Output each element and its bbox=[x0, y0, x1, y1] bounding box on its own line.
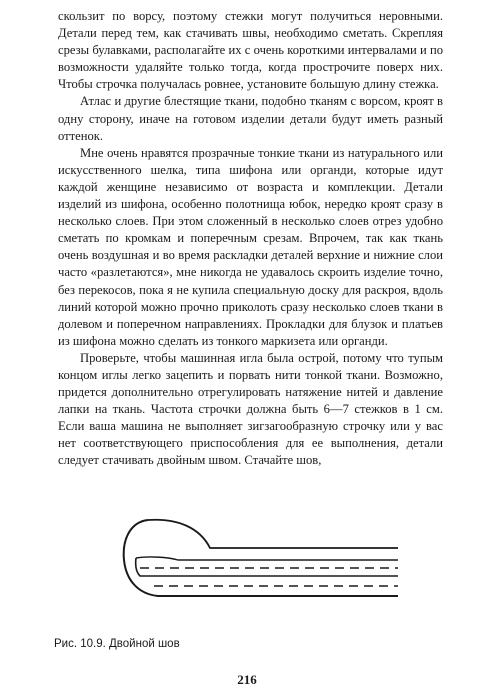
fabric-fold-inner bbox=[136, 558, 398, 576]
paragraph: Мне очень нравятся прозрачные тонкие ткани из натурального или искусственного шелка, типа шифона или органди, которые идут каждой женщине независимо от возраста и комплекции. Детали изделий из шифона, особенно полотнища юбок, нередко кроят сразу в несколько слоев. При этом сложенный в несколько слоев отрез удобно сметать по кромкам и поперечным срезам. Впрочем, так как ткань очень воздушная и во время раскладки деталей верхние и нижние слои часто «разлетаются», мне никогда не удавалось скроить изделие точно, без перекосов, пока я не купила специальную доску для раскроя, вдоль линий которой можно прочно приколоть сразу несколько слоев ткани в долевом и поперечном направлениях. Прокладки для блузок и платьев из шифона можно сделать из тонкого маркизета или органди. bbox=[58, 145, 443, 348]
double-seam-illustration bbox=[108, 500, 398, 610]
page-number: 216 bbox=[237, 672, 257, 687]
paragraph: Атлас и другие блестящие ткани, подобно тканям с ворсом, кроят в одну сторону, иначе на готовом изделии детали будут иметь разный оттенок. bbox=[58, 94, 443, 143]
body-text bbox=[58, 8, 443, 470]
fabric-fold-tip bbox=[136, 557, 398, 560]
double-seam-figure bbox=[108, 500, 398, 610]
fabric-top-layer bbox=[148, 520, 398, 548]
paragraph: скользит по ворсу, поэтому стежки могут получиться неровными. Детали перед тем, как стачивать швы, необходимо сметать. Скрепляя срезы булавками, располагайте их с очень короткими интервалами и по возможности удаляйте только тогда, когда прострочите поверх них. Чтобы строчка получалась ровнее, установите большую длину стежка. bbox=[58, 9, 443, 92]
figure-caption: Рис. 10.9. Двойной шов bbox=[54, 638, 180, 650]
paragraph: Проверьте, чтобы машинная игла была острой, потому что тупым концом иглы легко зацепить и порвать нити тонкой ткани. Возможно, придется дополнительно отрегулировать натяжение нитей и давление лапки на ткань. Частота строчки должна быть 6—7 стежков в 1 см. Если ваша машина не выполняет зигзагообразную строчку или у вас нет соответствующего приспособления для ее выполнения, детали следует стачивать двойным швом. Стачайте шов, bbox=[58, 350, 443, 468]
